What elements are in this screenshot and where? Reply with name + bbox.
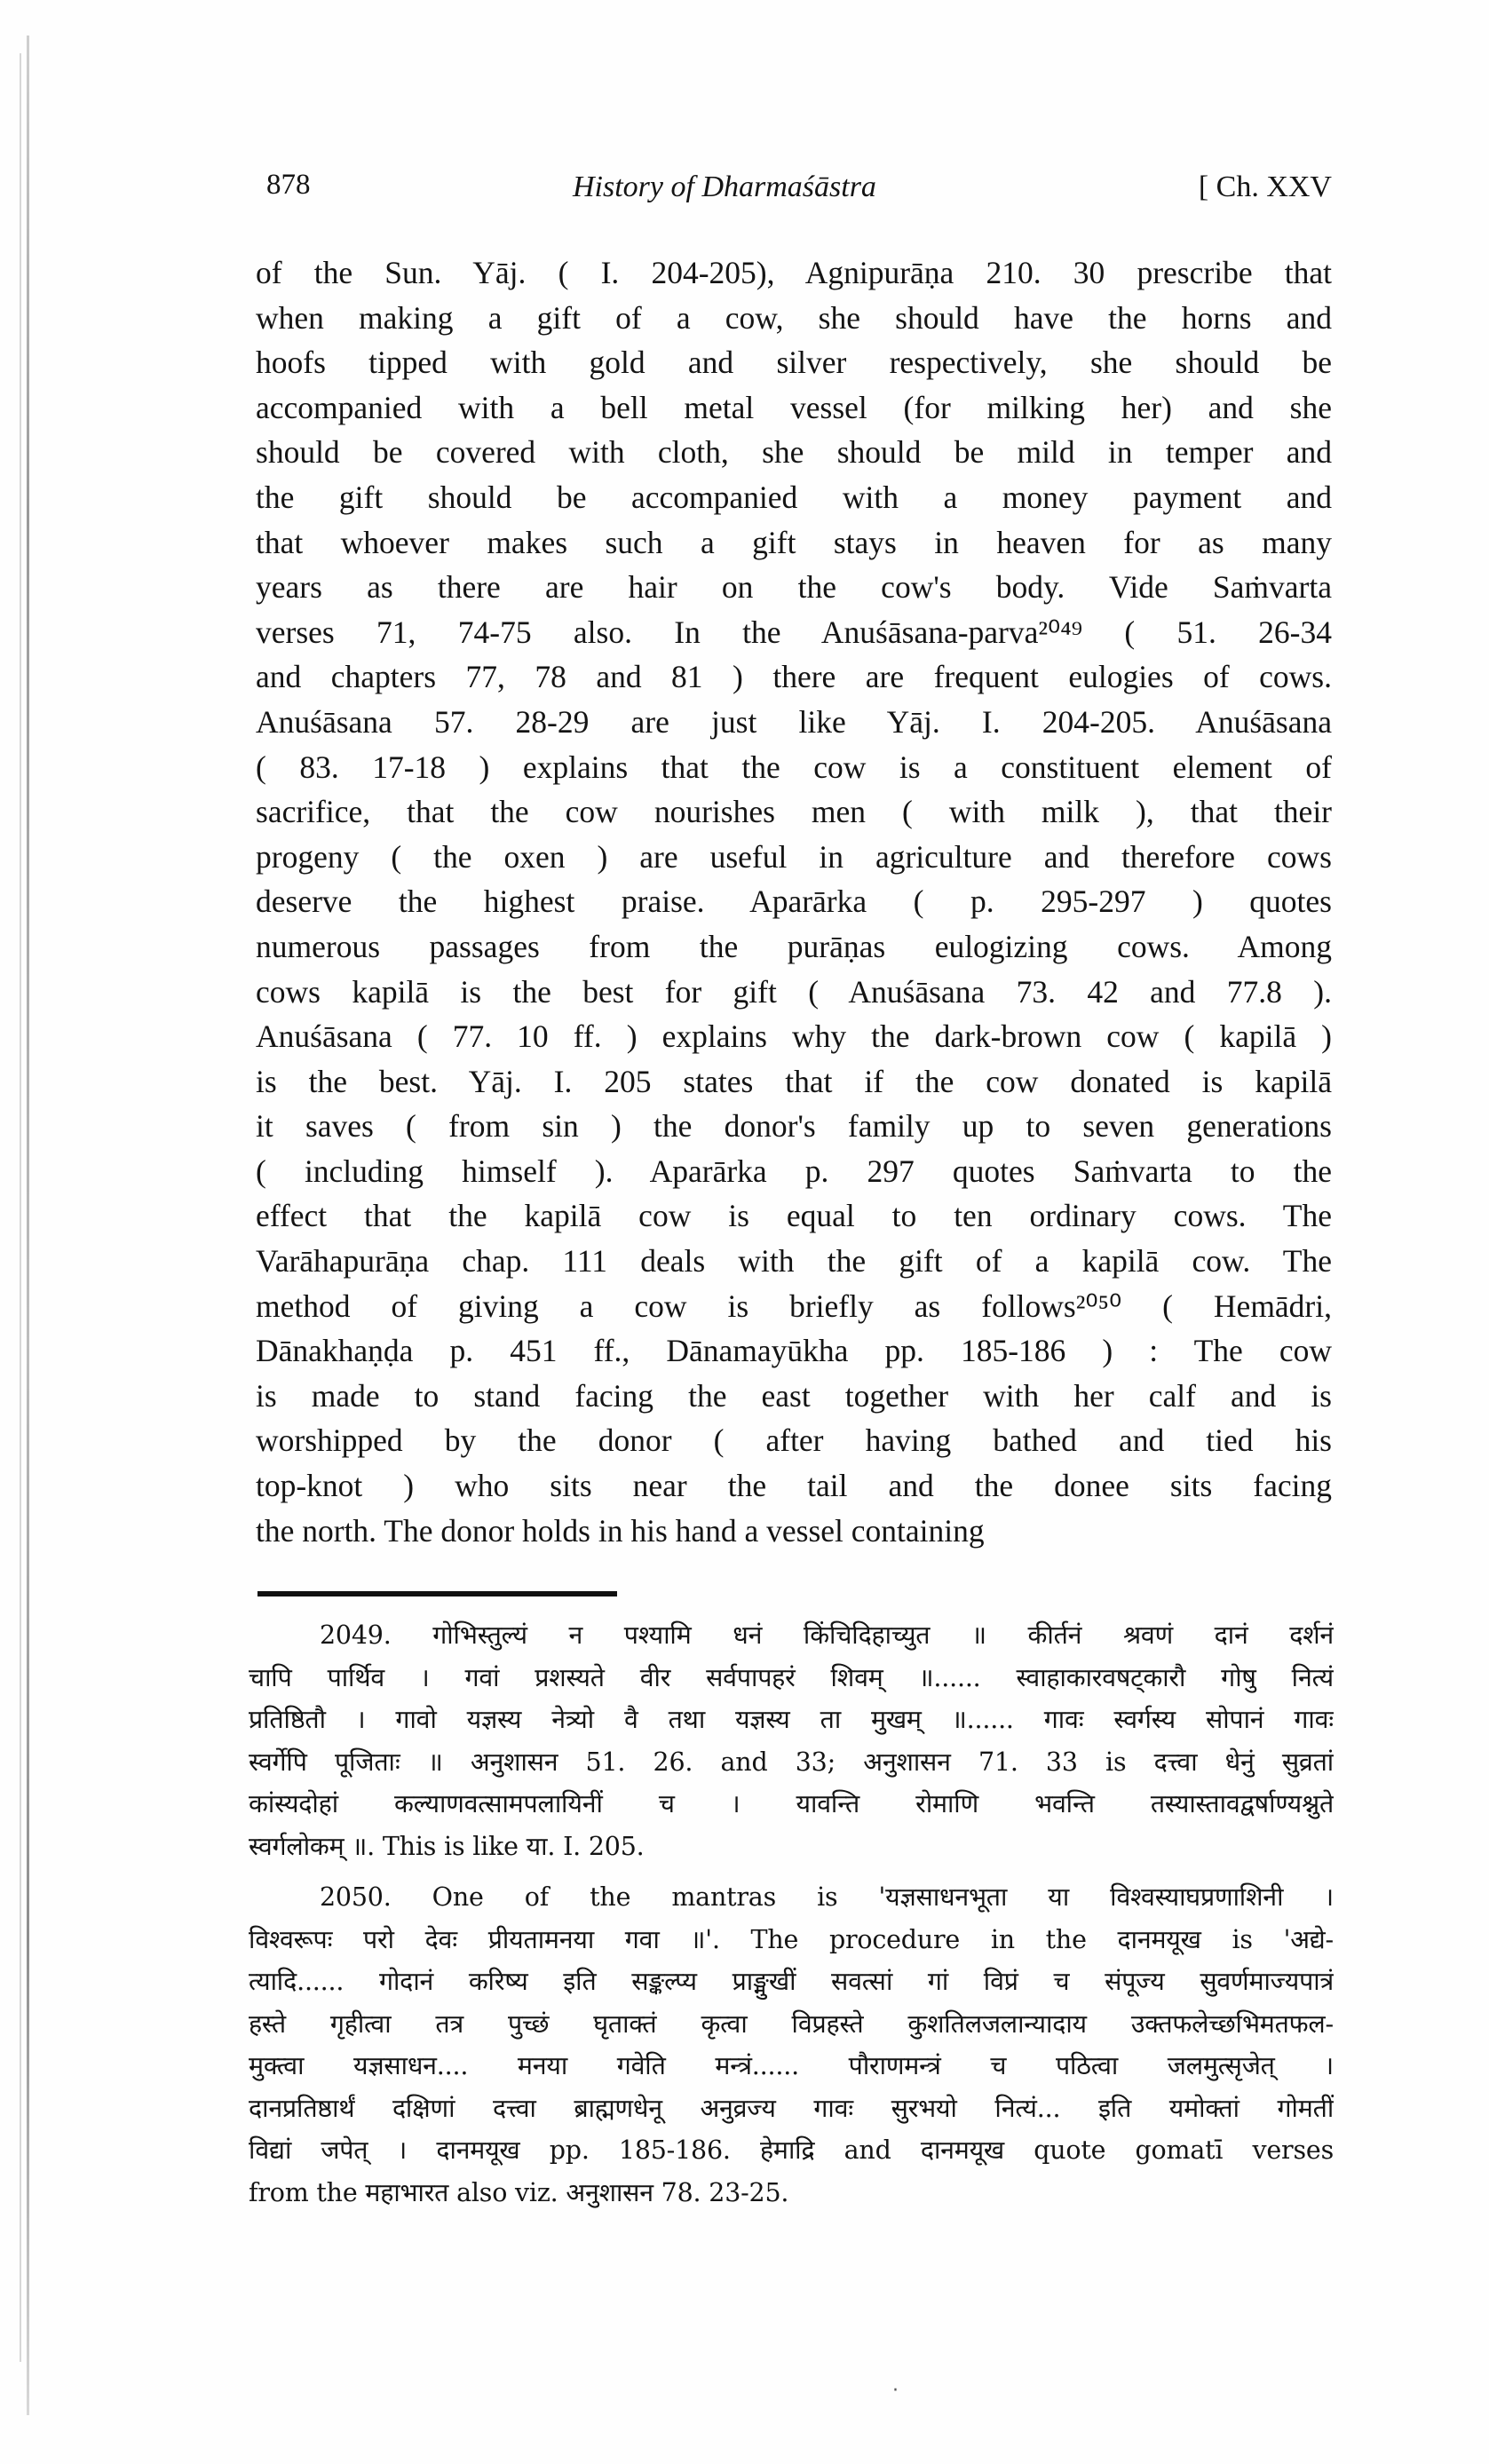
body-text-line: cows kapilā is the best for gift ( Anuśāsana 73. 42 and 77.8 ).	[256, 973, 1332, 1010]
footnote-separator-rule	[257, 1591, 617, 1596]
footnote-line: चापि पार्थिव । गवां प्रशस्यते वीर सर्वपापहरं शिवम् ॥...... स्वाहाकारवषट्कारौ गोषु नित्यं	[249, 1662, 1334, 1692]
body-text-line: verses 71, 74-75 also. In the Anuśāsana-parva²⁰⁴⁹ ( 51. 26-34	[256, 614, 1332, 650]
scan-speck: ·	[892, 2380, 899, 2402]
body-text-line: hoofs tipped with gold and silver respectively, she should be	[256, 345, 1332, 381]
body-text-line: Anuśāsana 57. 28-29 are just like Yāj. I. 204-205. Anuśāsana	[256, 703, 1332, 740]
page-number: 878	[266, 169, 311, 201]
body-text-line: years as there are hair on the cow's body. Vide Saṁvarta	[256, 569, 1332, 606]
footnote-line: 2050. One of the mantras is 'यज्ञसाधनभूता या विश्वस्याघप्रणाशिनी ।	[320, 1882, 1334, 1912]
body-text-line: progeny ( the oxen ) are useful in agriculture and therefore cows	[256, 838, 1332, 875]
footnote-2050	[249, 1876, 1334, 2214]
body-text-line: sacrifice, that the cow nourishes men ( with milk ), that their	[256, 794, 1332, 830]
body-text-line: ( including himself ). Aparārka p. 297 quotes Saṁvarta to the	[256, 1153, 1332, 1189]
footnote-line: विश्वरूपः परो देवः प्रीयतामनया गवा ॥'. The procedure in the दानमयूख is 'अद्ये-	[249, 1924, 1334, 1954]
footnote-line: त्यादि...... गोदानं करिष्य इति सङ्कल्प्य प्राङ्मुखीं सवत्सां गां विप्रं च संपूज्य सुवर्णमाज्यपात्रं	[249, 1967, 1334, 1996]
page-header	[266, 169, 1332, 218]
book-gutter-edge	[27, 36, 29, 2415]
scan-shadow-edge	[20, 53, 21, 2362]
footnote-line: कांस्यदोहां कल्याणवत्सामपलायिनीं च । यावन्ति रोमाणि भवन्ति तस्यास्तावद्वर्षाण्यश्नुते	[249, 1789, 1334, 1818]
body-text-line: accompanied with a bell metal vessel (for milking her) and she	[256, 389, 1332, 425]
footnote-line: from the महाभारत also viz. अनुशासन 78. 23-25.	[249, 2177, 789, 2207]
chapter-reference: [ Ch. XXV	[1198, 170, 1332, 203]
body-text-line: worshipped by the donor ( after having bathed and tied his	[256, 1422, 1332, 1459]
body-text-line: deserve the highest praise. Aparārka ( p. 295-297 ) quotes	[256, 883, 1332, 920]
body-text-line: numerous passages from the purāṇas eulogizing cows. Among	[256, 928, 1332, 964]
footnote-2049	[249, 1614, 1334, 1867]
body-text-line: when making a gift of a cow, she should have the horns and	[256, 299, 1332, 336]
body-text-line: should be covered with cloth, she should be mild in temper and	[256, 434, 1332, 471]
footnote-line: दानप्रतिष्ठार्थं दक्षिणां दत्त्वा ब्राह्मणधेनू अनुव्रज्य गावः सुरभयो नित्यं... इति यमोक्तां गोमतीं	[249, 2093, 1334, 2123]
footnote-line: प्रतिष्ठितौ । गावो यज्ञस्य नेत्र्यो वै तथा यज्ञस्य ता मुखम् ॥...... गावः स्वर्गस्य सोपानं गावः	[249, 1705, 1334, 1734]
body-text-line: Anuśāsana ( 77. 10 ff. ) explains why the dark-brown cow ( kapilā )	[256, 1018, 1332, 1055]
footnotes-block	[249, 1614, 1334, 2214]
body-text-line: of the Sun. Yāj. ( I. 204-205), Agnipurāṇa 210. 30 prescribe that	[256, 255, 1332, 290]
running-title: History of Dharmaśāstra	[573, 170, 876, 203]
footnote-line: स्वर्गलोकम् ॥. This is like या. I. 205.	[249, 1831, 645, 1861]
body-text-line: the gift should be accompanied with a money payment and	[256, 479, 1332, 515]
body-text-line: the north. The donor holds in his hand a vessel containing	[256, 1512, 985, 1549]
body-text-line: effect that the kapilā cow is equal to ten ordinary cows. The	[256, 1198, 1332, 1234]
body-text-line: is made to stand facing the east together with her calf and is	[256, 1377, 1332, 1414]
body-text-line: is the best. Yāj. I. 205 states that if the cow donated is kapilā	[256, 1063, 1332, 1099]
footnote-line: स्वर्गेपि पूजिताः ॥ अनुशासन 51. 26. and 33; अनुशासन 71. 33 is दत्त्वा धेनुं सुव्रतां	[249, 1747, 1334, 1777]
body-text-line: that whoever makes such a gift stays in heaven for as many	[256, 524, 1332, 560]
body-text-line: top-knot ) who sits near the tail and the donee sits facing	[256, 1468, 1332, 1504]
body-text-line: it saves ( from sin ) the donor's family up to seven generations	[256, 1108, 1332, 1145]
body-text-line: and chapters 77, 78 and 81 ) there are frequent eulogies of cows.	[256, 659, 1332, 695]
footnote-gap	[249, 1867, 1334, 1876]
footnote-line: 2049. गोभिस्तुल्यं न पश्यामि धनं किंचिदिहाच्युत ॥ कीर्तनं श्रवणं दानं दर्शनं	[320, 1620, 1334, 1650]
footnote-line: मुक्त्वा यज्ञसाधन.... मनया गवेति मन्त्रं...... पौराणमन्त्रं च पठित्वा जलमुत्सृजेत् ।	[249, 2051, 1334, 2080]
footnote-line: विद्यां जपेत् । दानमयूख pp. 185-186. हेमाद्रि and दानमयूख quote gomatī verses	[249, 2135, 1334, 2165]
main-body-text	[256, 250, 1332, 1553]
body-text-line: Dānakhaṇḍa p. 451 ff., Dānamayūkha pp. 185-186 ) : The cow	[256, 1333, 1332, 1369]
footnote-line: हस्ते गृहीत्वा तत्र पुच्छं घृताक्तं कृत्वा विप्रहस्ते कुशतिलजलान्यादाय उक्तफलेच्छभिमतफल-	[249, 2008, 1334, 2039]
body-text-line: method of giving a cow is briefly as follows²⁰⁵⁰ ( Hemādri,	[256, 1287, 1332, 1324]
body-text-line: ( 83. 17-18 ) explains that the cow is a constituent element of	[256, 749, 1332, 785]
body-text-line: Varāhapurāṇa chap. 111 deals with the gift of a kapilā cow. The	[256, 1243, 1332, 1280]
